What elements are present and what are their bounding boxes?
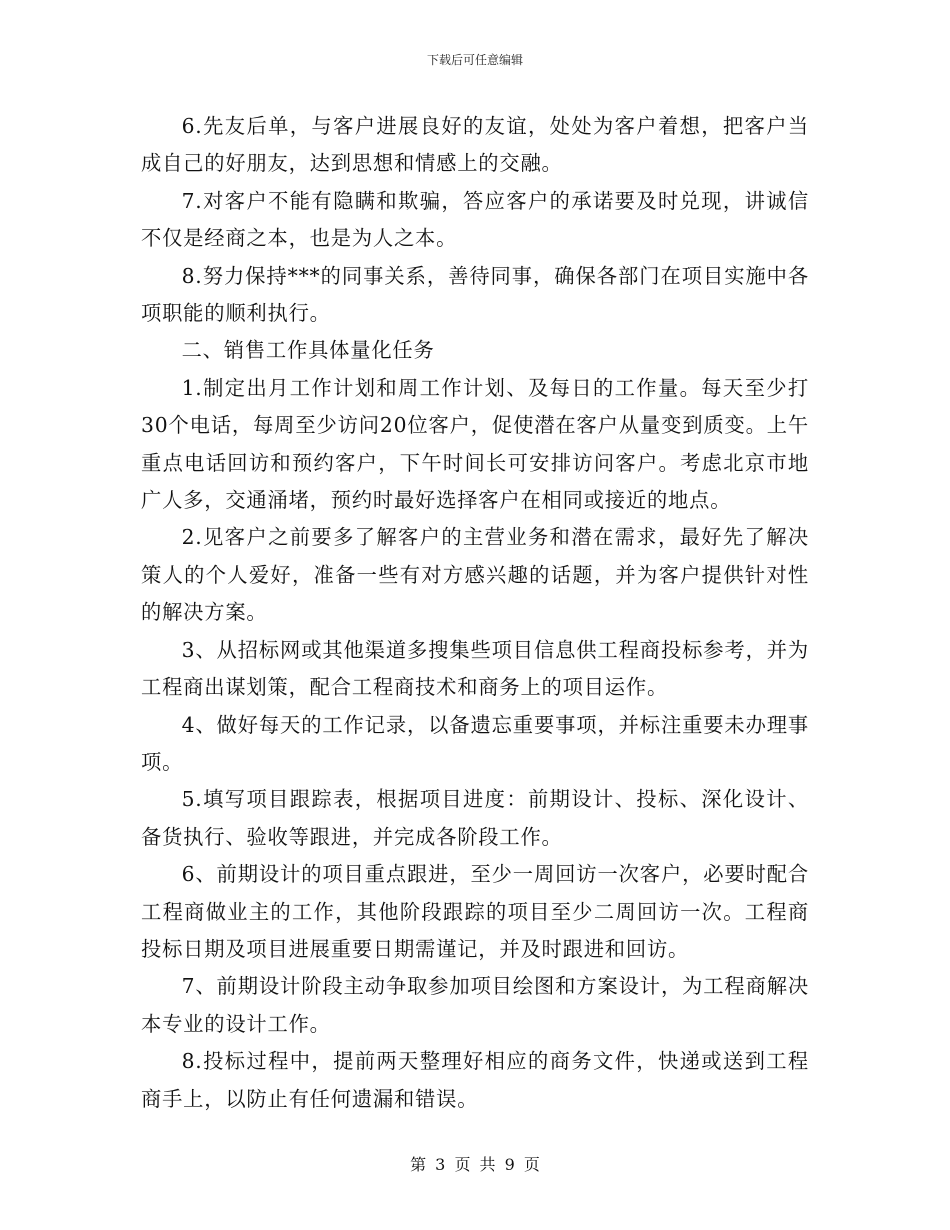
page-header: 下载后可任意编辑 [426,53,523,67]
paragraph: 7、前期设计阶段主动争取参加项目绘图和方案设计，为工程商解决本专业的设计工作。 [141,974,809,1036]
paragraph: 6.先友后单，与客户进展良好的友谊，处处为客户着想，把客户当成自己的好朋友，达到思想和情感上的交融。 [141,114,809,176]
paragraph: 8.努力保持***的同事关系，善待同事，确保各部门在项目实施中各项职能的顺利执行。 [141,263,809,326]
paragraph: 6、前期设计的项目重点跟进，至少一周回访一次客户，必要时配合工程商做业主的工作，其他阶段跟踪的项目至少二周回访一次。工程商投标日期及项目进展重要日期需谨记，并及时跟进和回访。 [141,862,809,961]
document-body [141,108,809,1118]
paragraph: 1.制定出月工作计划和周工作计划、及每日的工作量。每天至少打30个电话，每周至少访问20位客户，促使潜在客户从量变到质变。上午重点电话回访和预约客户，下午时间长可安排访问客户。考虑北京市地广人多，交通涌堵，预约时最好选择客户在相同或接近的地点。 [141,375,809,513]
paragraph: 8.投标过程中，提前两天整理好相应的商务文件，快递或送到工程商手上，以防止有任何遗漏和错误。 [141,1049,809,1111]
paragraph: 7.对客户不能有隐瞒和欺骗，答应客户的承诺要及时兑现，讲诚信不仅是经商之本，也是为人之本。 [141,188,809,251]
paragraph: 2.见客户之前要多了解客户的主营业务和潜在需求，最好先了解决策人的个人爱好，准备一些有对方感兴趣的话题，并为客户提供针对性的解决方案。 [141,525,809,625]
page-footer: 第 3 页 共 9 页 [410,1155,540,1174]
paragraph: 5.填写项目跟踪表，根据项目进度：前期设计、投标、深化设计、备货执行、验收等跟进，并完成各阶段工作。 [141,787,809,849]
paragraph: 3、从招标网或其他渠道多搜集些项目信息供工程商投标参考，并为工程商出谋划策，配合工程商技术和商务上的项目运作。 [141,637,809,700]
paragraph: 4、做好每天的工作记录，以备遗忘重要事项，并标注重要未办理事项。 [141,712,809,774]
section-heading: 二、销售工作具体量化任务 [181,338,435,363]
